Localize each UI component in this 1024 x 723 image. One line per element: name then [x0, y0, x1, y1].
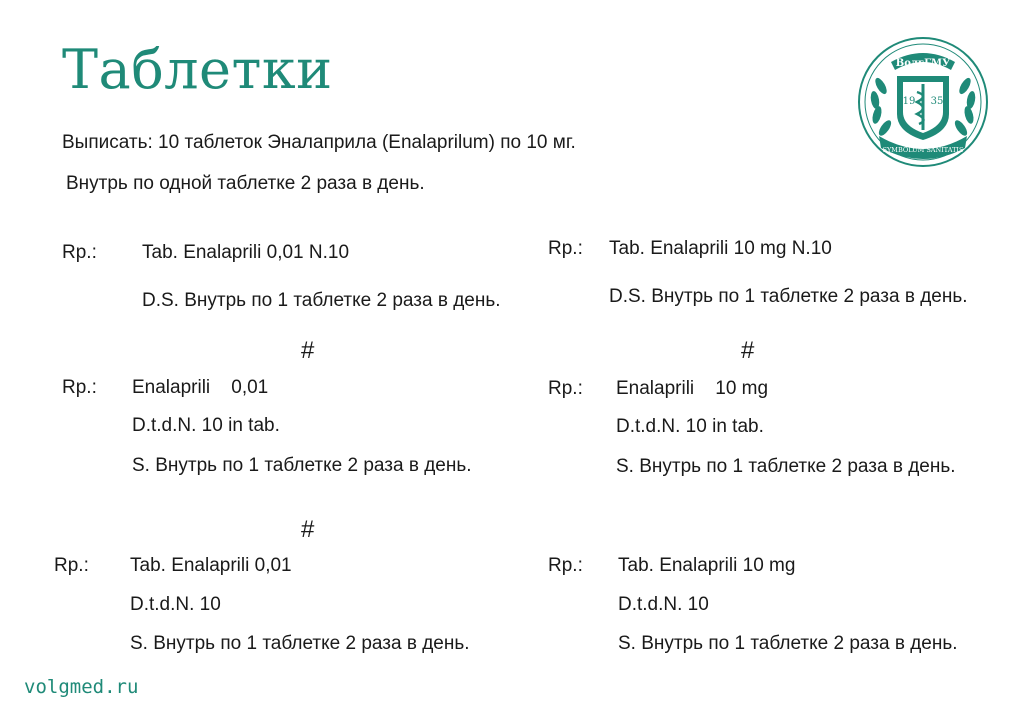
task-line-1: Выписать: 10 таблеток Эналаприла (Enalaprilum) по 10 мг. [62, 132, 576, 153]
recipe-line: Tab. Enalaprili 0,01 N.10 [142, 242, 350, 263]
recipe-line: D.t.d.N. 10 in tab. [132, 415, 280, 436]
recipe-rp-label: Rp.: [548, 378, 583, 399]
logo-top-text: ВолгГМУ [895, 58, 951, 69]
logo-year-right: 35 [930, 96, 944, 107]
recipe-line: D.t.d.N. 10 in tab. [616, 416, 764, 437]
recipe-rp-label: Rp.: [548, 555, 583, 576]
recipe-signa: S. Внутрь по 1 таблетке 2 раза в день. [618, 633, 958, 654]
recipe-separator: # [741, 337, 755, 364]
recipe-signa: S. Внутрь по 1 таблетке 2 раза в день. [616, 456, 956, 477]
recipe-line: Tab. Enalaprili 10 mg [618, 555, 796, 576]
recipe-separator: # [301, 516, 315, 543]
recipe-line: D.t.d.N. 10 [130, 594, 221, 615]
university-seal-icon [857, 36, 989, 168]
recipe-separator: # [301, 337, 315, 364]
recipe-rp-label: Rp.: [548, 238, 583, 259]
recipe-signa: S. Внутрь по 1 таблетке 2 раза в день. [132, 455, 472, 476]
university-logo [857, 36, 989, 168]
recipe-line: Enalaprili 10 mg [616, 378, 769, 399]
recipe-rp-label: Rp.: [54, 555, 89, 576]
recipe-rp-label: Rp.: [62, 242, 97, 263]
recipe-line: Tab. Enalaprili 0,01 [130, 555, 292, 576]
recipe-signa: S. Внутрь по 1 таблетке 2 раза в день. [130, 633, 470, 654]
recipe-signa: D.S. Внутрь по 1 таблетке 2 раза в день. [142, 290, 501, 311]
recipe-line: Tab. Enalaprili 10 mg N.10 [609, 238, 832, 259]
recipe-line: Enalaprili 0,01 [132, 377, 269, 398]
logo-bottom-text: SYMBOLUM SANITATIS [882, 146, 964, 154]
task-line-2: Внутрь по одной таблетке 2 раза в день. [66, 173, 425, 194]
recipe-signa: D.S. Внутрь по 1 таблетке 2 раза в день. [609, 286, 968, 307]
logo-year-left: 19 [902, 96, 916, 107]
recipe-line: D.t.d.N. 10 [618, 594, 709, 615]
page-title: Таблетки [62, 38, 333, 101]
recipe-rp-label: Rp.: [62, 377, 97, 398]
footer-site-link[interactable]: volgmed.ru [24, 676, 139, 698]
